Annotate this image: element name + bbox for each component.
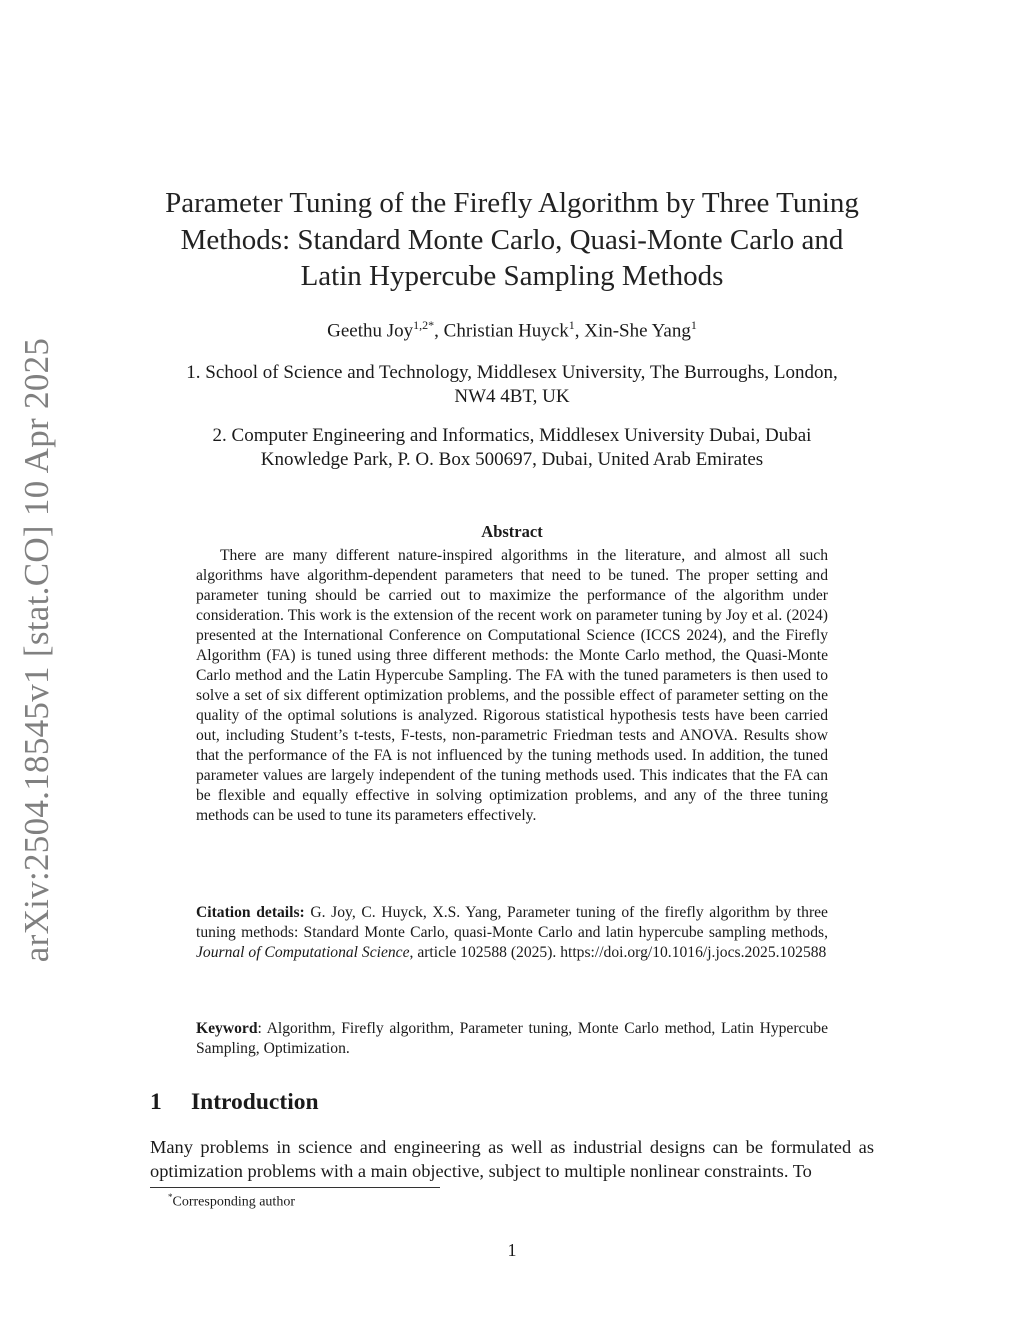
author-separator: , [574, 320, 585, 342]
author-name: Xin-She Yang [584, 320, 691, 342]
arxiv-identifier-stamp: arXiv:2504.18545v1 [stat.CO] 10 Apr 2025 [17, 337, 56, 963]
author-list [140, 318, 884, 342]
section-number: 1 [150, 1089, 162, 1115]
citation-text-end: , article 102588 (2025). https://doi.org/10.1016/j.jocs.2025.102588 [409, 944, 827, 961]
affiliation-line: 1. School of Science and Technology, Middlesex University, The Burroughs, London, [186, 362, 838, 383]
introduction-paragraph: Many problems in science and engineering as well as industrial designs can be formulated as optimization problems with a main objective, subject to multiple nonlinear constraints. To [150, 1137, 874, 1181]
abstract-heading: Abstract [481, 522, 543, 541]
page-number: 1 [507, 1240, 517, 1260]
author-affiliation-mark: 1 [568, 318, 575, 332]
citation-journal: Journal of Computational Science [196, 944, 410, 961]
affiliation-line: 2. Computer Engineering and Informatics, Middlesex University Dubai, Dubai [212, 425, 812, 446]
affiliation-line: NW4 4BT, UK [454, 385, 570, 407]
title-line: Methods: Standard Monte Carlo, Quasi-Monte Carlo and [180, 223, 844, 256]
author-affiliation-mark: 1 [690, 318, 697, 332]
author-separator: , [434, 320, 444, 342]
section-heading-introduction [150, 1089, 319, 1116]
affiliation-2 [140, 424, 884, 471]
citation-text: G. Joy, C. Huyck, X.S. Yang, Parameter tuning of the firefly algorithm by three tuning methods: Standard Monte Carlo, quasi-Monte Carlo and latin hypercube sampling methods, [196, 904, 828, 941]
author-affiliation-mark: 1,2* [413, 318, 435, 332]
author-name: Christian Huyck [443, 320, 569, 342]
footnote-text: Corresponding author [172, 1194, 295, 1210]
arxiv-stamp-margin [0, 0, 70, 1325]
abstract-body: There are many different nature-inspired algorithms in the literature, and almost all such algorithms have algorithm-dependent parameters that need to be tuned. The proper setting and parameter tuning should be carried out to maximize the performance of the algorithm under consideration. This work is the extension of the recent work on parameter tuning by Joy et al. (2024) presented at the International Conference on Computational Science (ICCS 2024), and the Firefly Algorithm (FA) is tuned using three different methods: the Monte Carlo method, the Quasi-Monte Carlo method and the Latin Hypercube Sampling. The FA with the tuned parameters is then used to solve a set of six different optimization problems, and the possible effect of parameter setting on the quality of the optimal solutions is analyzed. Rigorous statistical hypothesis tests have been carried out, including Student’s t-tests, F-tests, non-parametric Friedman tests and ANOVA. Results show that the performance of the FA is not influenced by the tuning methods used. In addition, the tuned parameter values are largely independent of the tuning methods used. This indicates that the FA can be flexible and equally effective in solving optimization problems, and any of the three tuning methods can be used to tune its parameters effectively. [196, 547, 828, 824]
paper-title [140, 185, 884, 295]
footnote [168, 1192, 295, 1211]
affiliation-line: Knowledge Park, P. O. Box 500697, Dubai, United Arab Emirates [260, 448, 764, 470]
author-name: Geethu Joy [327, 320, 414, 342]
footnote-mark: * [168, 1192, 173, 1202]
affiliation-1 [140, 361, 884, 408]
title-line: Parameter Tuning of the Firefly Algorithm by Three Tuning [165, 187, 859, 219]
keyword-label: Keyword [196, 1020, 258, 1037]
citation-details [196, 903, 828, 963]
footnote-rule [150, 1187, 440, 1188]
section-title: Introduction [191, 1089, 319, 1115]
keywords [196, 1019, 828, 1059]
keyword-list: : Algorithm, Firefly algorithm, Parameter tuning, Monte Carlo method, Latin Hypercube Sampling, Optimization. [196, 1020, 828, 1057]
title-line: Latin Hypercube Sampling Methods [300, 260, 724, 292]
citation-label: Citation details: [196, 904, 305, 921]
